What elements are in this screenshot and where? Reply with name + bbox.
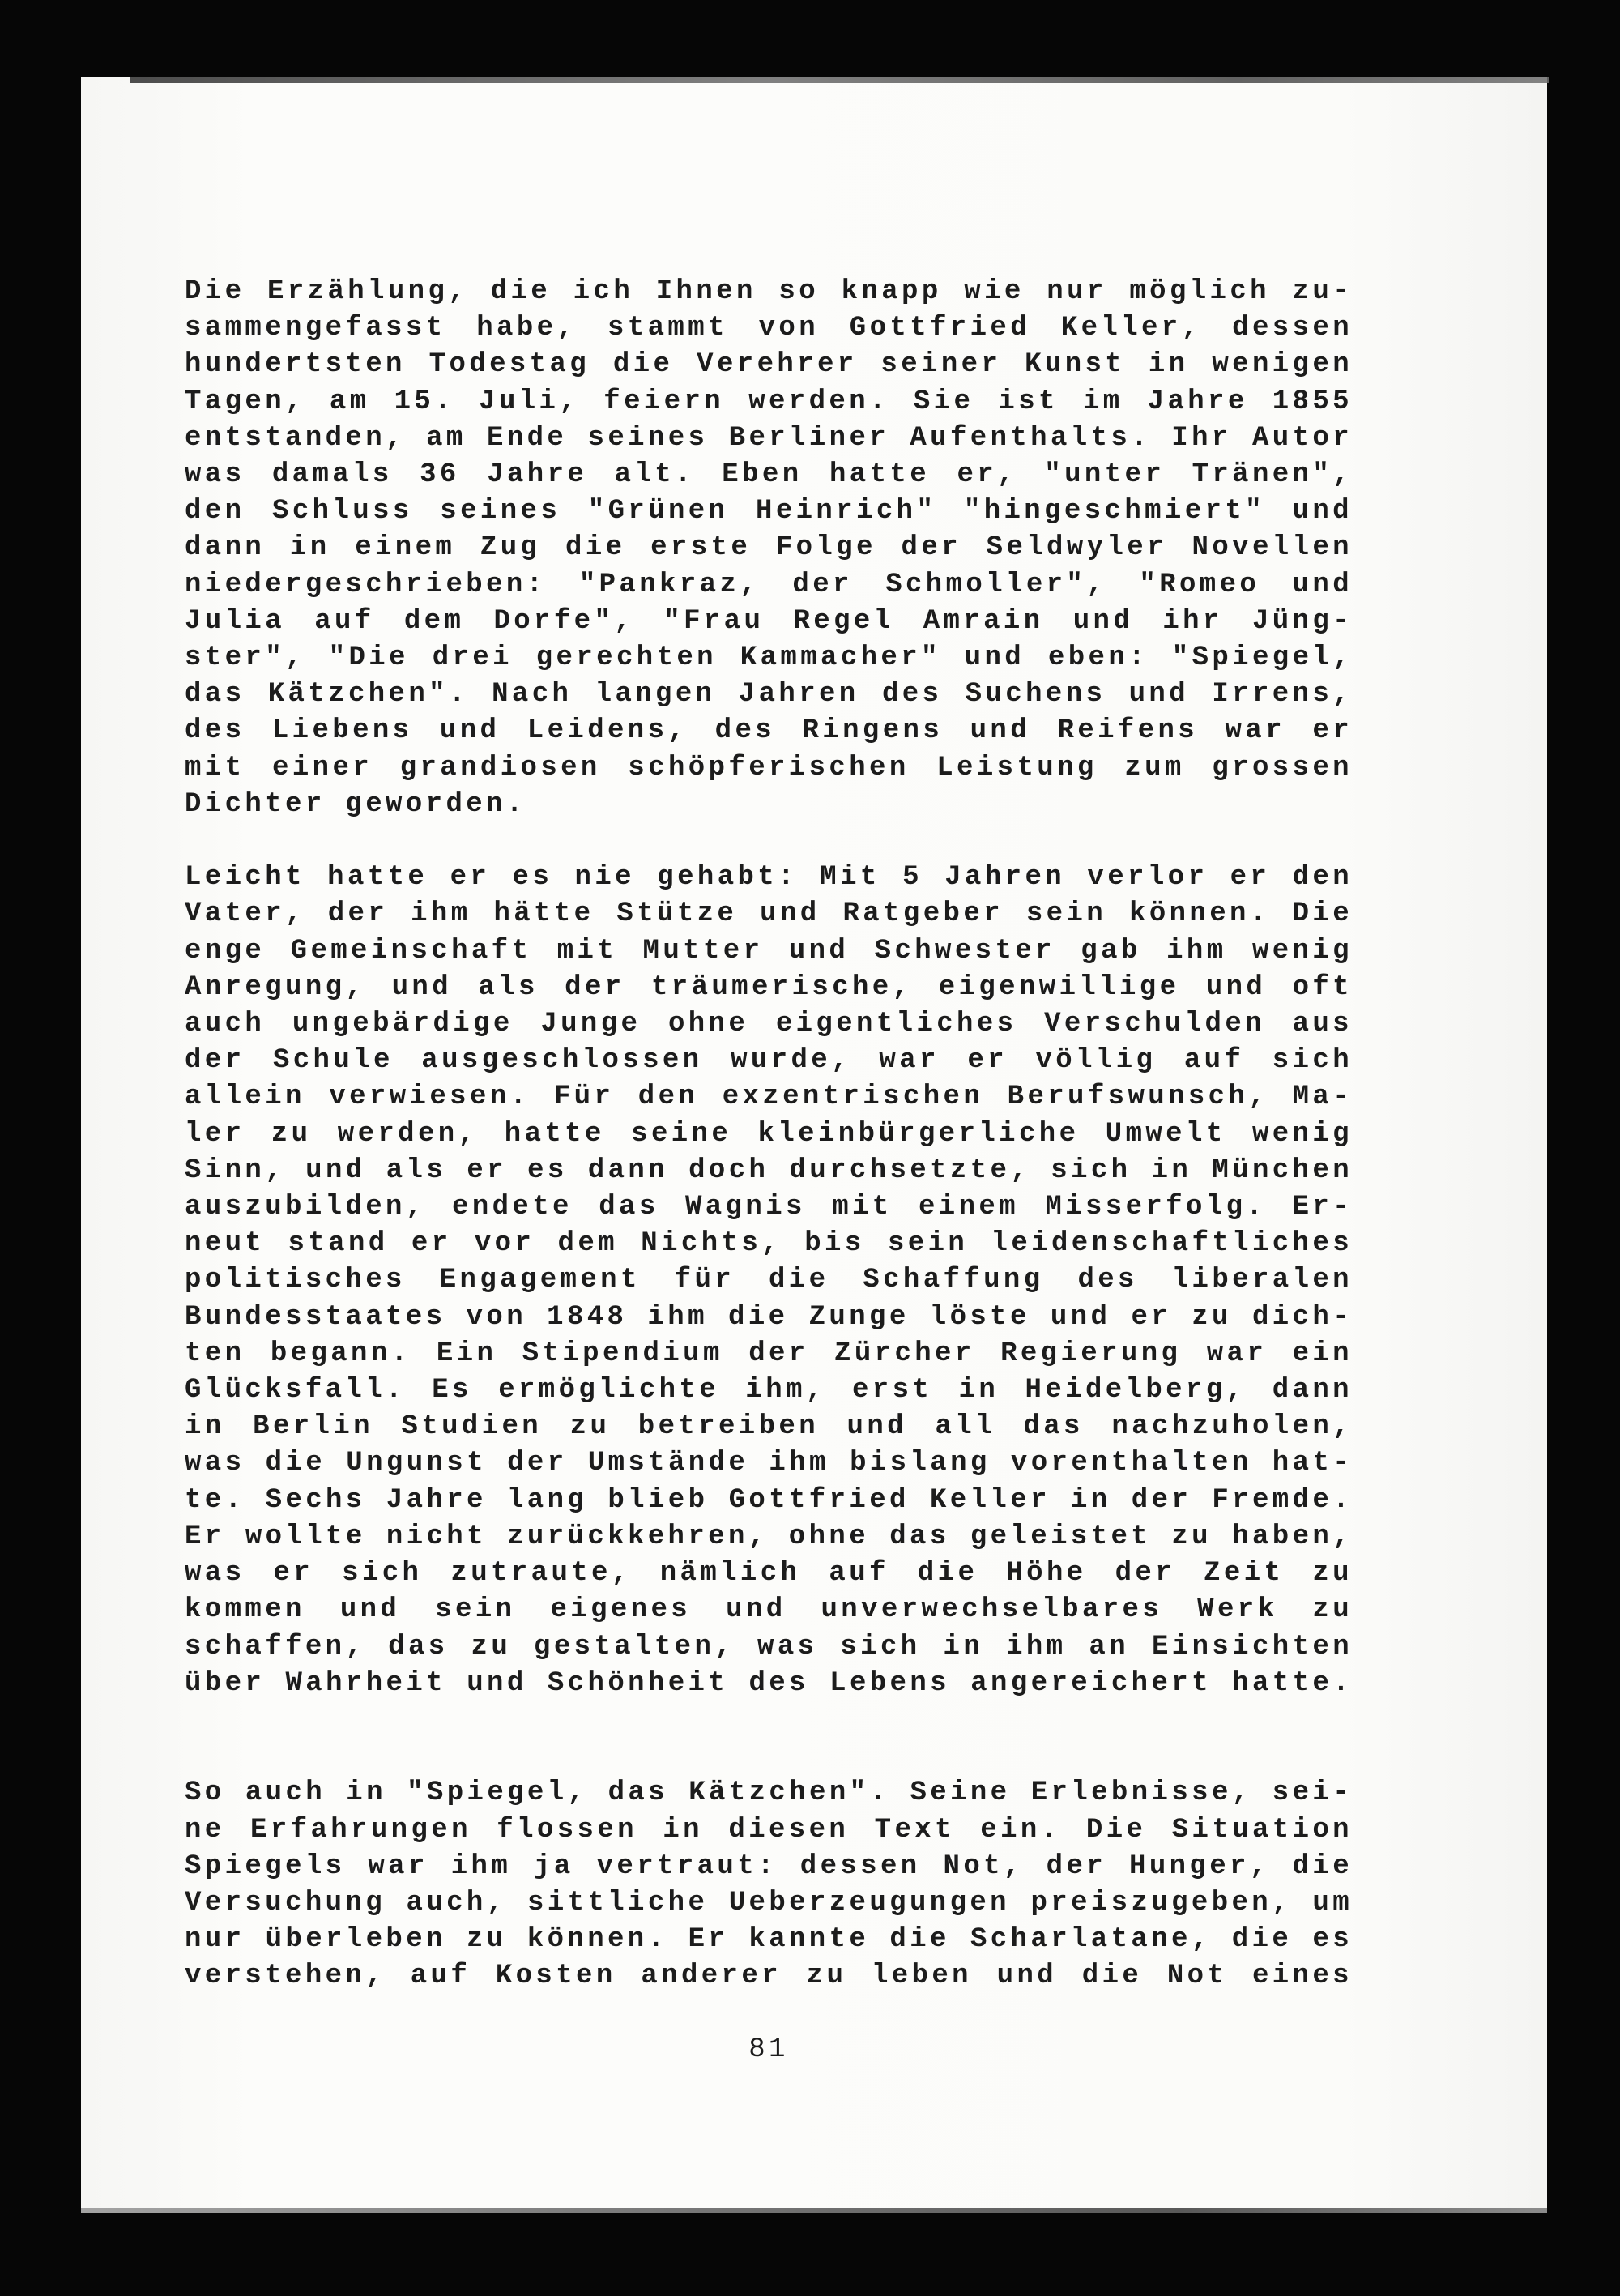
paragraph [185,1775,1353,1995]
page-number: 81 [748,2034,789,2065]
text-line: verstehen, auf Kosten anderer zu leben und die Not eines [185,1961,1353,1992]
text-line: was die Ungunst der Umstände ihm bislang vorenthalten hat- [185,1448,1353,1479]
text-line: entstanden, am Ende seines Berliner Aufenthalts. Ihr Autor [185,422,1353,454]
text-line: den Schluss seines "Grünen Heinrich" "hingeschmiert" und [185,496,1353,527]
paragraph [185,860,1353,1702]
text-line: Glücksfall. Es ermöglichte ihm, erst in Heidelberg, dann [185,1375,1353,1406]
text-line: ler zu werden, hatte seine kleinbürgerliche Umwelt wenig [185,1118,1353,1150]
text-line: mit einer grandiosen schöpferischen Leistung zum grossen [185,752,1353,783]
text-line: Sinn, und als er es dann doch durchsetzte, sich in München [185,1154,1353,1186]
text-line: in Berlin Studien zu betreiben und all das nachzuholen, [185,1411,1353,1443]
text-line: Tagen, am 15. Juli, feiern werden. Sie ist im Jahre 1855 [185,386,1353,417]
text-line: das Kätzchen". Nach langen Jahren des Suchens und Irrens, [185,679,1353,711]
text-line: allein verwiesen. Für den exzentrischen Berufswunsch, Ma- [185,1082,1353,1113]
text-line: niedergeschrieben: "Pankraz, der Schmoller", "Romeo und [185,569,1353,600]
text-line: te. Sechs Jahre lang blieb Gottfried Keller in der Fremde. [185,1484,1353,1516]
text-line: Spiegels war ihm ja vertraut: dessen Not, der Hunger, die [185,1850,1353,1882]
text-line: Vater, der ihm hätte Stütze und Ratgeber sein können. Die [185,898,1353,930]
text-line: So auch in "Spiegel, das Kätzchen". Seine Erlebnisse, sei- [185,1777,1353,1809]
text-line: des Liebens und Leidens, des Ringens und Reifens war er [185,715,1353,747]
text-block [185,274,1353,2068]
text-line: auch ungebärdige Junge ohne eigentliches Verschulden aus [185,1009,1353,1040]
text-line: nur überleben zu können. Er kannte die Scharlatane, die es [185,1924,1353,1956]
document-page [81,77,1547,2213]
scan-shadow-top [130,77,1549,83]
text-line: Die Erzählung, die ich Ihnen so knapp wie nur möglich zu- [185,276,1353,307]
text-line: der Schule ausgeschlossen wurde, war er völlig auf sich [185,1045,1353,1077]
text-line: ne Erfahrungen flossen in diesen Text ein. Die Situation [185,1814,1353,1846]
text-line: sammengefasst habe, stammt von Gottfried Keller, dessen [185,313,1353,344]
text-line: was damals 36 Jahre alt. Eben hatte er, "unter Tränen", [185,459,1353,491]
text-line: Dichter geworden. [185,788,526,820]
text-line: Anregung, und als der träumerische, eigenwillige und oft [185,971,1353,1003]
text-line: was er sich zutraute, nämlich auf die Höhe der Zeit zu [185,1558,1353,1590]
text-line: Julia auf dem Dorfe", "Frau Regel Amrain und ihr Jüng- [185,605,1353,637]
text-line: Versuchung auch, sittliche Ueberzeugungen preiszugeben, um [185,1887,1353,1918]
text-line: neut stand er vor dem Nichts, bis sein leidenschaftliches [185,1228,1353,1260]
paragraph [185,274,1353,823]
text-line: Bundesstaates von 1848 ihm die Zunge löste und er zu dich- [185,1301,1353,1333]
text-line: enge Gemeinschaft mit Mutter und Schwester gab ihm wenig [185,935,1353,967]
text-line: ster", "Die drei gerechten Kammacher" und eben: "Spiegel, [185,642,1353,674]
text-line: Er wollte nicht zurückkehren, ohne das geleistet zu haben, [185,1521,1353,1552]
text-line: hundertsten Todestag die Verehrer seiner Kunst in wenigen [185,349,1353,381]
text-line: politisches Engagement für die Schaffung des liberalen [185,1265,1353,1296]
text-line: Leicht hatte er es nie gehabt: Mit 5 Jahren verlor er den [185,862,1353,894]
text-line: kommen und sein eigenes und unverwechselbares Werk zu [185,1594,1353,1626]
text-line: ten begann. Ein Stipendium der Zürcher Regierung war ein [185,1338,1353,1369]
text-line: über Wahrheit und Schönheit des Lebens angereichert hatte. [185,1667,1353,1699]
text-line: auszubilden, endete das Wagnis mit einem Misserfolg. Er- [185,1192,1353,1223]
text-line: dann in einem Zug die erste Folge der Seldwyler Novellen [185,532,1353,564]
scan-shadow-bottom [81,2208,1547,2213]
text-line: schaffen, das zu gestalten, was sich in ihm an Einsichten [185,1631,1353,1662]
